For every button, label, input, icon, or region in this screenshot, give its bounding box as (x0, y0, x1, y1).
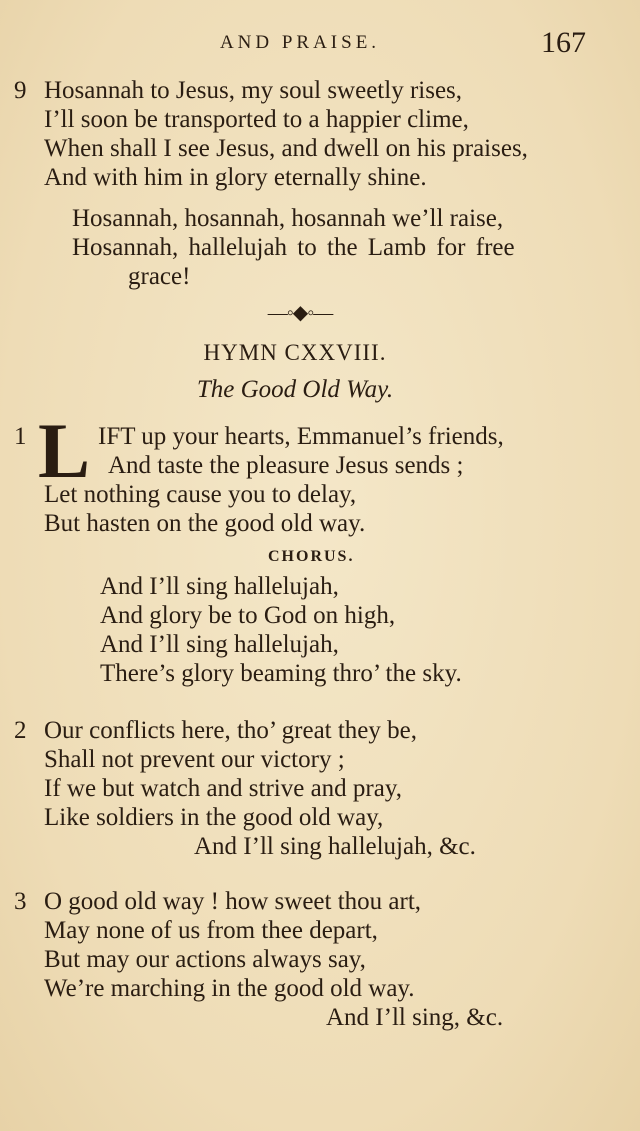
page-number: 167 (541, 26, 586, 59)
stanza-number: 9 (14, 77, 27, 104)
refrain-line: And I’ll sing hallelujah, &c. (194, 833, 476, 860)
hymn-title: HYMN CXXVIII. (203, 340, 387, 365)
verse-line: Our conflicts here, tho’ great they be, (44, 717, 417, 744)
verse-line: And with him in glory eternally shine. (44, 164, 427, 191)
verse-line: I’ll soon be transported to a happier clime, (44, 106, 469, 133)
chorus-line: And I’ll sing hallelujah, (100, 573, 339, 600)
chorus-label: CHORUS. (268, 548, 355, 565)
stanza-number: 1 (14, 423, 27, 450)
verse-line: We’re marching in the good old way. (44, 975, 415, 1002)
verse-line: May none of us from thee depart, (44, 917, 378, 944)
refrain-line: Hosannah, hosannah, hosannah we’ll raise, (72, 205, 504, 232)
verse-line: O good old way ! how sweet thou art, (44, 888, 422, 915)
verse-line: But hasten on the good old way. (44, 510, 366, 537)
verse-line: Shall not prevent our victory ; (44, 746, 345, 773)
verse-line: And taste the pleasure Jesus sends ; (108, 452, 464, 479)
refrain-line: And I’ll sing, &c. (326, 1004, 504, 1031)
refrain-line: grace! (128, 263, 191, 290)
verse-line: Like soldiers in the good old way, (44, 804, 384, 831)
verse-line: When shall I see Jesus, and dwell on his praises, (44, 135, 528, 162)
verse-line: IFT up your hearts, Emmanuel’s friends, (98, 423, 504, 450)
chorus-line: There’s glory beaming thro’ the sky. (100, 660, 462, 687)
verse-line: If we but watch and strive and pray, (44, 775, 402, 802)
verse-line: But may our actions always say, (44, 946, 366, 973)
stanza-number: 3 (14, 888, 27, 915)
section-divider-ornament: —◦◆◦— (267, 302, 333, 324)
running-header: AND PRAISE. (219, 32, 381, 53)
chorus-line: And glory be to God on high, (100, 602, 396, 629)
refrain-line: Hosannah, hallelujah to the Lamb for free (72, 234, 515, 261)
verse-line: Hosannah to Jesus, my soul sweetly rises, (44, 77, 463, 104)
hymn-subtitle: The Good Old Way. (196, 376, 394, 403)
chorus-line: And I’ll sing hallelujah, (100, 631, 339, 658)
verse-line: Let nothing cause you to delay, (44, 481, 357, 508)
drop-cap: L (38, 407, 91, 494)
stanza-number: 2 (14, 717, 27, 744)
